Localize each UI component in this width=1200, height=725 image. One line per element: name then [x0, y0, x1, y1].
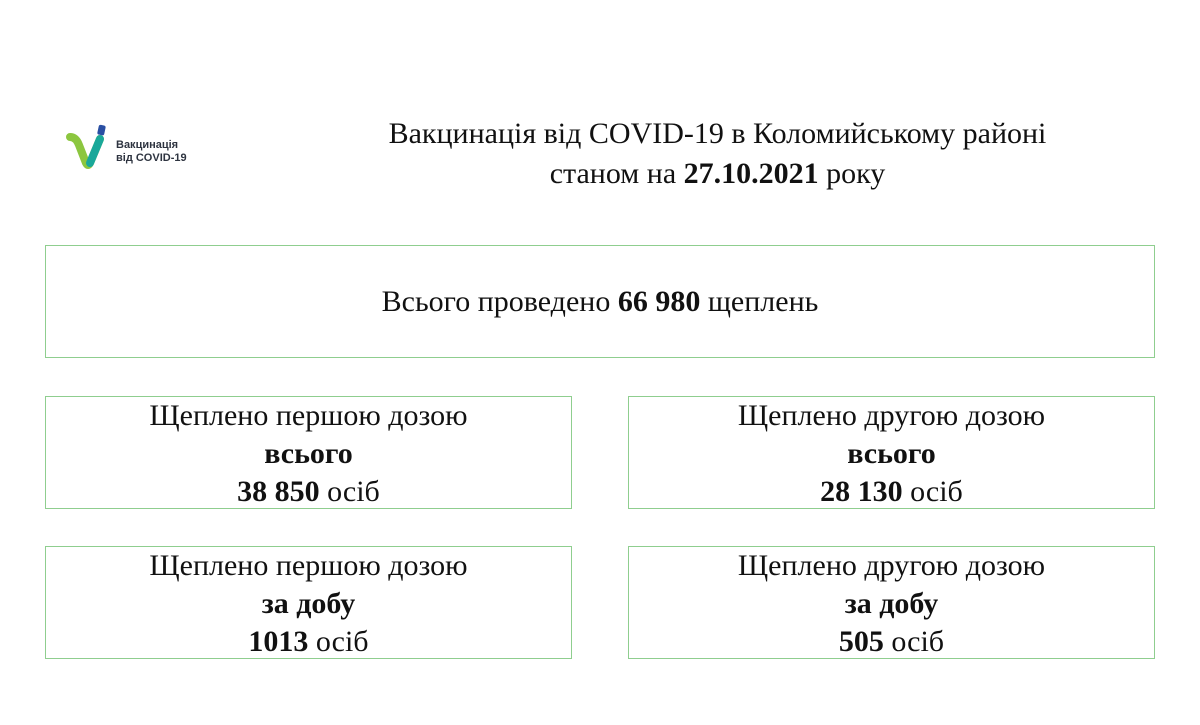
card-unit: осіб: [891, 625, 945, 658]
total-suffix: щеплень: [707, 284, 819, 318]
title-line1: Вакцинація від COVID-19 в Коломийському районі: [388, 117, 1047, 150]
title-line2: [260, 154, 1175, 194]
logo-text-line2: від COVID-19: [116, 152, 187, 164]
total-prefix: Всього проведено: [381, 284, 611, 318]
card-value-line: [629, 473, 1154, 511]
card-unit: осіб: [315, 625, 369, 658]
vaccination-logo: [66, 123, 206, 175]
card-value-line: [629, 623, 1154, 661]
title-date: 27.10.2021: [683, 157, 819, 190]
card-title: Щеплено другою дозою: [737, 549, 1046, 582]
card-value: 38 850: [237, 475, 320, 508]
card-value-line: [46, 473, 571, 511]
logo-text-line1: Вакцинація: [116, 139, 179, 151]
title-date-suffix: року: [826, 157, 886, 190]
card-value: 1013: [248, 625, 309, 658]
card-period: всього: [264, 437, 353, 470]
card-value: 28 130: [820, 475, 903, 508]
card-unit: осіб: [327, 475, 380, 508]
card-period: за добу: [844, 587, 939, 620]
card-value: 505: [838, 625, 884, 658]
first-dose-daily-card: [45, 546, 572, 659]
total-value: 66 980: [617, 284, 701, 318]
card-unit: осіб: [910, 475, 963, 508]
card-title: Щеплено першою дозою: [149, 549, 468, 582]
card-period: всього: [847, 437, 936, 470]
total-vaccinations-card: [45, 245, 1155, 358]
card-title: Щеплено першою дозою: [149, 399, 468, 432]
second-dose-total-card: [628, 396, 1155, 509]
first-dose-total-card: [45, 396, 572, 509]
card-value-line: [46, 623, 571, 661]
title-date-prefix: станом на: [549, 157, 677, 190]
vaccination-v-icon: [66, 123, 112, 175]
card-title: Щеплено другою дозою: [737, 399, 1046, 432]
page-title: [260, 114, 1175, 194]
second-dose-daily-card: [628, 546, 1155, 659]
card-period: за добу: [261, 587, 356, 620]
